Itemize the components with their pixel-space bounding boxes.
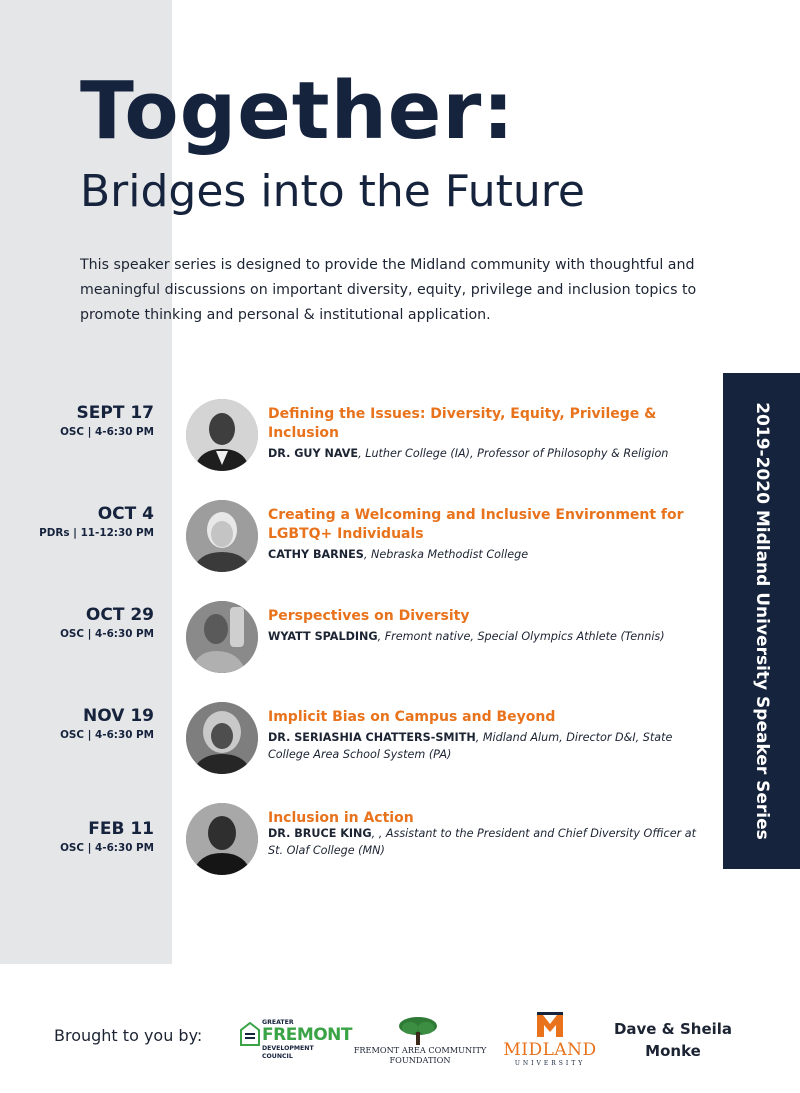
speaker-name: DR. SERIASHIA CHATTERS-SMITH — [268, 731, 476, 744]
event-speaker — [268, 546, 708, 563]
logo-text: MIDLAND — [503, 1040, 597, 1060]
sponsor-name-line: Dave & Sheila — [613, 1020, 733, 1038]
event-date: NOV 19 — [83, 706, 154, 726]
logo-text: FOUNDATION — [389, 1055, 451, 1065]
logo-text: GREATER — [262, 1019, 294, 1026]
event-time: OSC | 4-6:30 PM — [60, 426, 154, 438]
speaker-name: CATHY BARNES — [268, 548, 364, 561]
logo-text: UNIVERSITY — [514, 1060, 586, 1067]
midland-m-icon — [536, 1012, 564, 1038]
event-title: Implicit Bias on Campus and Beyond — [268, 709, 556, 725]
monke-sponsor — [610, 1018, 736, 1062]
event-speaker — [268, 825, 708, 859]
event-speaker — [268, 729, 708, 763]
house-icon — [240, 1022, 260, 1046]
event-item-3 — [0, 601, 720, 675]
event-date: OCT 4 — [97, 504, 154, 524]
speaker-photo — [186, 702, 258, 774]
speaker-description: , Luther College (IA), Professor of Philosophy & Religion — [358, 447, 669, 460]
speaker-photo — [186, 803, 258, 875]
event-time: PDRs | 11-12:30 PM — [39, 527, 154, 539]
tree-icon — [398, 1016, 438, 1046]
event-time: OSC | 4-6:30 PM — [60, 628, 154, 640]
event-time: OSC | 4-6:30 PM — [60, 842, 154, 854]
event-title: Inclusion in Action — [268, 810, 414, 826]
person-silhouette-icon — [186, 399, 258, 471]
intro-paragraph: This speaker series is designed to provide the Midland community with thoughtful and meaningful discussions on important diversity, equity, privilege and inclusion topics to promote thinking and personal & institutional application. — [80, 257, 697, 323]
event-speaker — [268, 628, 708, 645]
speaker-description: , Nebraska Methodist College — [363, 548, 529, 561]
person-silhouette-icon — [186, 500, 258, 572]
speaker-name: DR. GUY NAVE — [268, 447, 359, 460]
speaker-description: , , Assistant to the President and Chief Diversity Officer at St. Olaf College (MN) — [268, 827, 696, 857]
speaker-name: DR. BRUCE KING — [268, 827, 372, 840]
logo-text: FREMONT — [262, 1025, 353, 1045]
event-item-4 — [0, 702, 720, 776]
poster-subtitle: Bridges into the Future — [80, 166, 585, 217]
event-title: Defining the Issues: Diversity, Equity, Privilege & Inclusion — [268, 406, 657, 441]
person-silhouette-icon — [186, 702, 258, 774]
fremont-area-community-foundation-logo — [352, 1016, 488, 1066]
speaker-photo — [186, 399, 258, 471]
event-item-1 — [0, 399, 720, 473]
event-title: Creating a Welcoming and Inclusive Environment for LGBTQ+ Individuals — [268, 507, 684, 542]
speaker-photo — [186, 601, 258, 673]
event-date: OCT 29 — [85, 605, 154, 625]
speaker-photo — [186, 500, 258, 572]
series-label: 2019-2020 Midland University Speaker Series — [752, 402, 772, 840]
event-date: FEB 11 — [88, 819, 154, 839]
speaker-description: , Midland Alum, Director D&I, State College Area School System (PA) — [268, 731, 673, 761]
person-silhouette-icon — [186, 601, 258, 673]
event-time: OSC | 4-6:30 PM — [60, 729, 154, 741]
event-speaker — [268, 445, 708, 462]
event-date: SEPT 17 — [76, 403, 154, 423]
logo-text: FREMONT AREA COMMUNITY — [353, 1045, 487, 1055]
fremont-development-council-logo — [240, 1018, 353, 1062]
midland-university-logo — [500, 1012, 600, 1068]
speaker-description: , Fremont native, Special Olympics Athlete (Tennis) — [377, 630, 665, 643]
sponsor-label: Brought to you by: — [54, 1026, 203, 1045]
event-title: Perspectives on Diversity — [268, 608, 470, 624]
logo-text: COUNCIL — [262, 1053, 293, 1060]
event-item-5 — [0, 803, 720, 877]
person-silhouette-icon — [186, 803, 258, 875]
poster-title: Together: — [80, 65, 515, 157]
event-item-2 — [0, 500, 720, 574]
logo-text: DEVELOPMENT — [262, 1045, 314, 1052]
speaker-name: WYATT SPALDING — [268, 630, 378, 643]
sponsor-name-line: Monke — [645, 1042, 701, 1060]
